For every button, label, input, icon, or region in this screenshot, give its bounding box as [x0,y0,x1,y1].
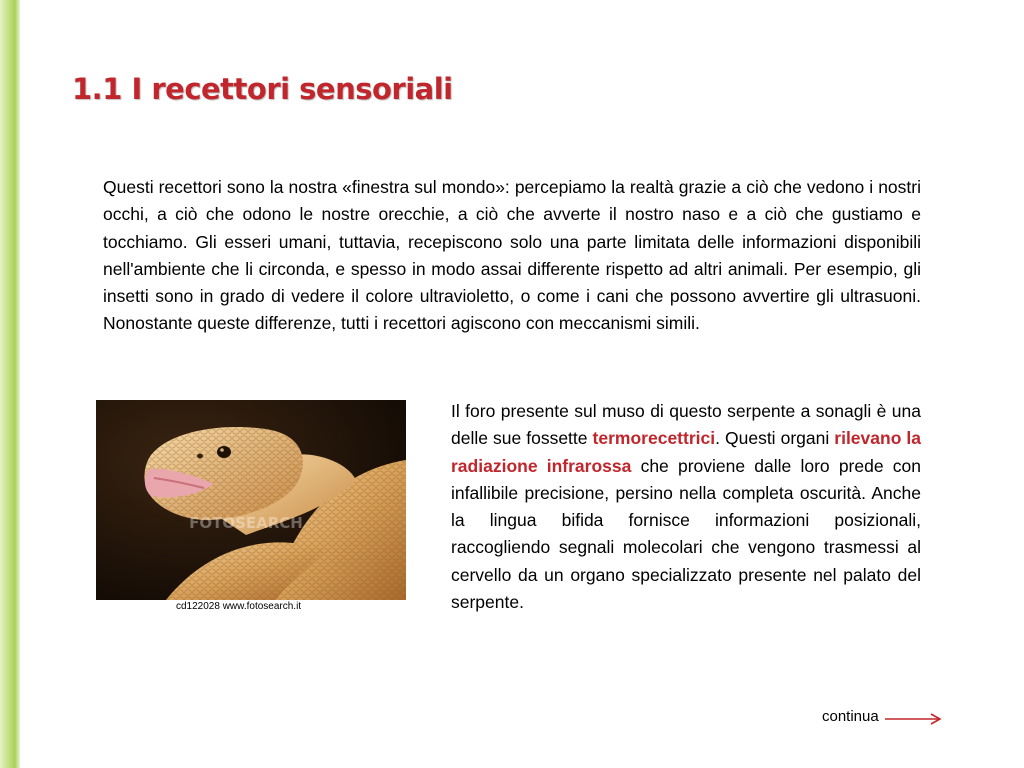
side-accent-bar [0,0,20,768]
highlight-termorecettrici: termorecettrici [592,428,716,449]
intro-paragraph: Questi recettori sono la nostra «finestra sul mondo»: percepiamo la realtà grazie a ciò che vedono i nostri occhi, a ciò che odono le nostre orecchie, a ciò che avverte il nostro naso e a ciò che gustiamo e tocchiamo. Gli esseri umani, tuttavia, recepiscono solo una parte limitata delle informazioni disponibili nell'ambiente che li circonda, e spesso in modo assai differente rispetto ad altri animali. Per esempio, gli insetti sono in grado di vedere il colore ultravioletto, o come i cani che possono avvertire gli ultrasuoni. Nonostante queste differenze, tutti i recettori agiscono con meccanismi simili. [103,177,921,334]
arrow-right-icon [885,712,943,726]
snake-text-part2: . Questi organi [715,428,835,449]
highlight-infrared: rilevano la radiazione infrarossa [451,428,921,476]
rattlesnake-photo [96,400,406,600]
rattlesnake-illustration [96,400,406,600]
snake-text-part1: Il foro presente sul muso di questo serpente a sonagli è una delle sue fossette [451,401,921,449]
continue-label: continua [822,708,879,725]
slide-title: 1.1 I recettori sensoriali [72,72,453,106]
photo-watermark: FOTOSEARCH [189,514,303,532]
continue-link[interactable] [822,707,943,726]
snake-text-part3: che proviene dalle loro prede con infallibile precisione, persino nella completa oscurità. Anche la lingua bifida fornisce informazioni posizionali, raccogliendo segnali molecolari che vengono trasmessi al cervello da un organo specializzato presente nel palato del serpente. [451,455,921,613]
snake-description [451,398,921,616]
photo-caption: cd122028 www.fotosearch.it [176,601,302,612]
